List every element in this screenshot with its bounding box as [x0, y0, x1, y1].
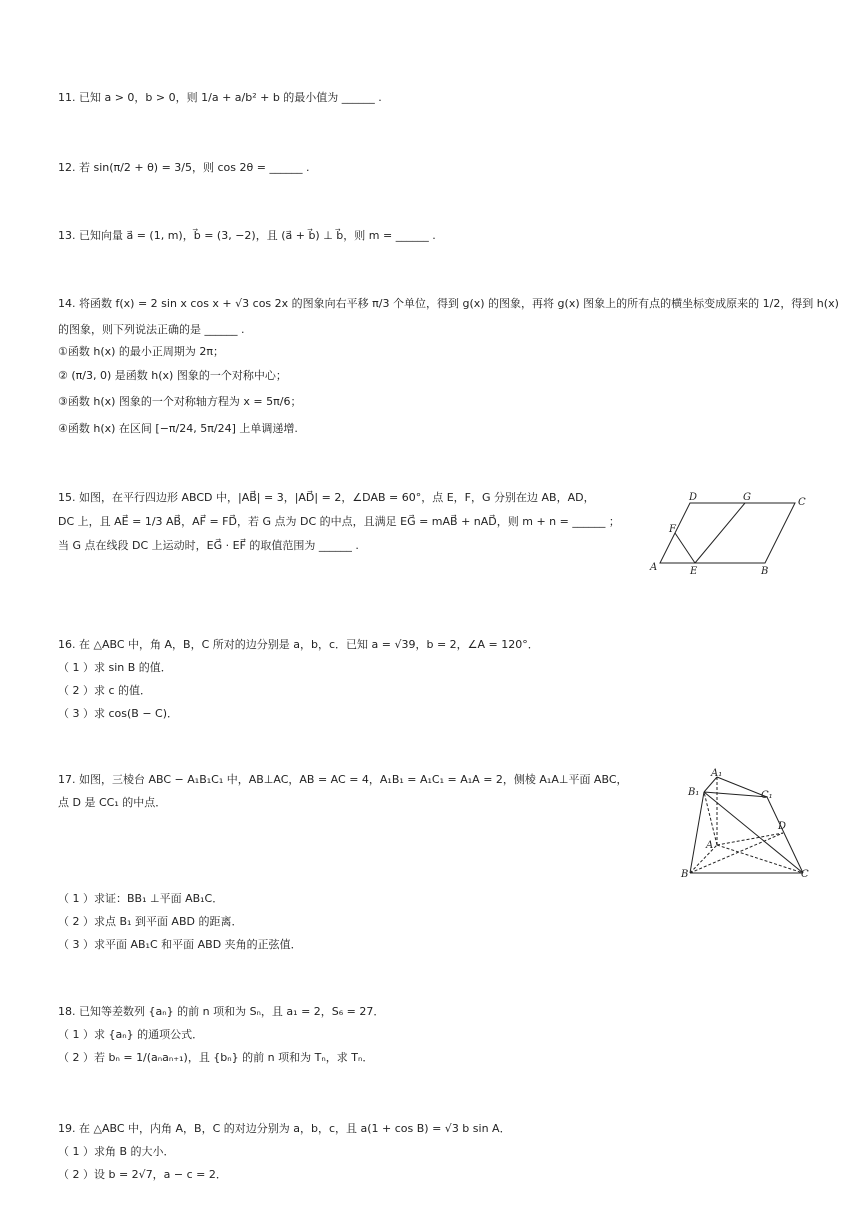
q18-part-2: （ 2 ）若 bₙ = 1/(aₙaₙ₊₁)，且 {bₙ} 的前 n 项和为 Tₙ，求 Tₙ． — [58, 1051, 374, 1064]
q15-line1: 15. 如图，在平行四边形 ABCD 中，|AB⃗| = 3，|AD⃗| = 2，∠DAB = 60°，点 E，F，G 分别在边 AB，AD， — [58, 491, 595, 504]
q12-text: 12. 若 sin(π/2 + θ) = 3/5，则 cos 2θ = ______ . — [58, 161, 310, 174]
q16-part-2: （ 2 ）求 c 的值． — [58, 684, 152, 697]
q17-part-2: （ 2 ）求点 B₁ 到平面 ABD 的距离． — [58, 915, 243, 928]
label-c: C — [798, 497, 806, 508]
q19-line1: 19. 在 △ABC 中，内角 A，B，C 的对边分别为 a，b，c，且 a(1 + cos B) = √3 b sin A． — [58, 1122, 511, 1135]
label-d: D — [778, 821, 787, 832]
q17-line2: 点 D 是 CC₁ 的中点． — [58, 796, 167, 809]
segment-eg — [695, 503, 745, 563]
q16-part-1: （ 1 ）求 sin B 的值． — [58, 661, 172, 674]
q14-option-3: ③函数 h(x) 图象的一个对称轴方程为 x = 5π/6； — [58, 395, 302, 408]
label-c1: C₁ — [761, 790, 773, 801]
q14-option-2: ② (π/3, 0) 是函数 h(x) 图象的一个对称中心； — [58, 369, 287, 382]
q19-part-2: （ 2 ）设 b = 2√7，a − c = 2． — [58, 1168, 227, 1181]
q13-text: 13. 已知向量 a⃗ = (1, m)，b⃗ = (3, −2)，且 (a⃗ + b⃗) ⊥ b⃗，则 m = ______ . — [58, 229, 436, 242]
q17-line1: 17. 如图，三棱台 ABC − A₁B₁C₁ 中，AB⊥AC，AB = AC = 4，A₁B₁ = A₁C₁ = A₁A = 2，侧棱 A₁A⊥平面 ABC， — [58, 773, 628, 786]
label-g: G — [743, 492, 751, 503]
q17-part-1: （ 1 ）求证：BB₁ ⊥平面 AB₁C． — [58, 892, 224, 905]
q16-line1: 16. 在 △ABC 中，角 A，B，C 所对的边分别是 a，b，c．已知 a = √39，b = 2，∠A = 120°． — [58, 638, 539, 651]
q15-line3: 当 G 点在线段 DC 上运动时，EG⃗ · EF⃗ 的取值范围为 ______ . — [58, 539, 359, 552]
label-a: A — [706, 840, 714, 851]
label-f: F — [669, 524, 676, 535]
q14-line1: 14. 将函数 f(x) = 2 sin x cos x + √3 cos 2x 的图象向右平移 π/3 个单位，得到 g(x) 的图象，再将 g(x) 图象上的所有点的横坐标变成原来的 1/2，得到 h(x) — [58, 297, 839, 310]
parallelogram-abcd — [660, 503, 795, 563]
label-b: B — [761, 566, 769, 577]
q14-option-1: ①函数 h(x) 的最小正周期为 2π； — [58, 345, 225, 358]
q14-line2: 的图象，则下列说法正确的是 ______ . — [58, 323, 245, 336]
label-c: C — [801, 869, 809, 880]
label-d: D — [689, 492, 698, 503]
label-a: A — [650, 562, 658, 573]
label-a1: A₁ — [711, 768, 723, 779]
label-b1: B₁ — [688, 787, 700, 798]
segment-ef — [675, 533, 695, 563]
q14-option-4: ④函数 h(x) 在区间 [−π/24, 5π/24] 上单调递增. — [58, 422, 298, 435]
q16-part-3: （ 3 ）求 cos(B − C)． — [58, 707, 179, 720]
q18-part-1: （ 1 ）求 {aₙ} 的通项公式． — [58, 1028, 204, 1041]
parallelogram-figure — [645, 490, 815, 580]
q15-line2: DC 上，且 AE⃗ = 1/3 AB⃗，AF⃗ = FD⃗，若 G 点为 DC 的中点，且满足 EG⃗ = mAB⃗ + nAD⃗，则 m + n = ______ ； — [58, 515, 620, 528]
frustum-figure — [675, 765, 815, 885]
q11-text: 11. 已知 a > 0，b > 0，则 1/a + a/b² + b 的最小值为 ______ . — [58, 91, 382, 104]
q18-line1: 18. 已知等差数列 {aₙ} 的前 n 项和为 Sₙ，且 a₁ = 2，S₆ = 27． — [58, 1005, 385, 1018]
label-b: B — [681, 869, 689, 880]
q19-part-1: （ 1 ）求角 B 的大小． — [58, 1145, 175, 1158]
label-e: E — [690, 566, 698, 577]
q17-part-3: （ 3 ）求平面 AB₁C 和平面 ABD 夹角的正弦值． — [58, 938, 302, 951]
